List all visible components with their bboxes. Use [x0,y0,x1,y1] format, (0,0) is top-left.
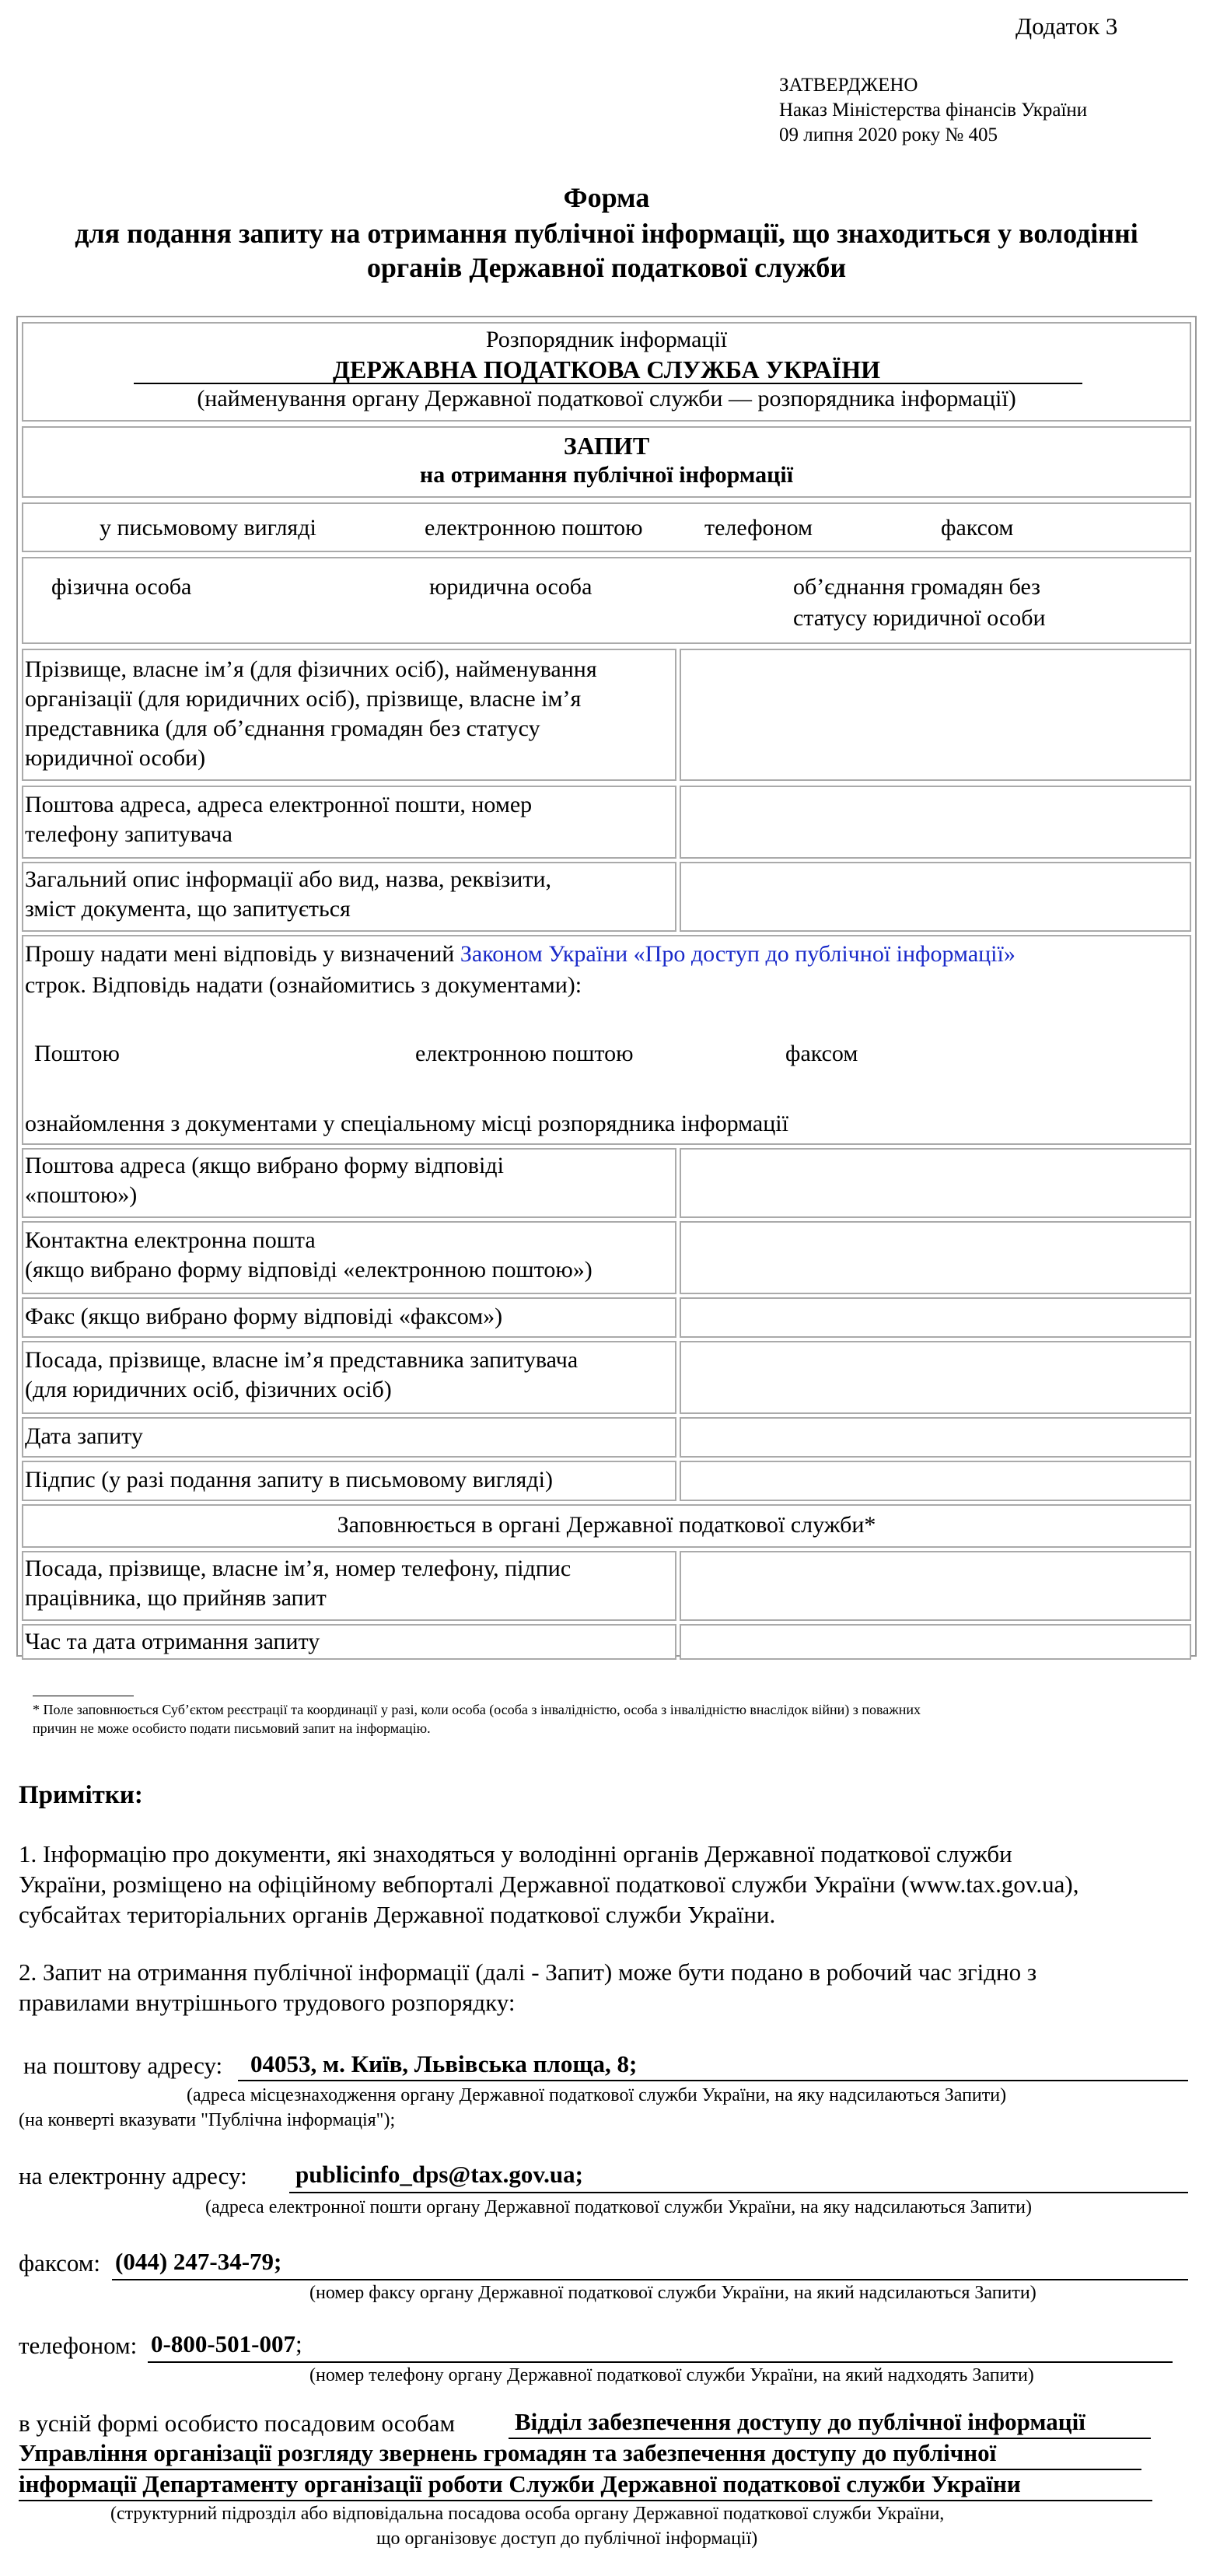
channel-fax[interactable]: факсом [941,515,1014,541]
receiver-field[interactable] [680,1551,1191,1621]
oral-caption-1: (структурний підрозділ або відповідальна посадова особа органу Державної податкової служби України, [110,2504,945,2524]
email-label: на електронну адресу: [19,2162,247,2189]
holder-name: ДЕРЖАВНА ПОДАТКОВА СЛУЖБА УКРАЇНИ [332,355,881,383]
approved-date: 09 липня 2020 року № 405 [779,124,998,145]
channel-email[interactable]: електронною поштою [425,515,643,541]
phone-label: телефоном: [19,2332,138,2359]
office-section-title: Заповнюється в органі Державної податкової служби* [337,1512,876,1538]
representative-field[interactable] [680,1341,1191,1414]
postal-address-field[interactable] [680,1148,1191,1218]
postal-caption: (адреса місцезнаходження органу Державної податкової служби України, на яку надсилаються Запити) [187,2085,1007,2105]
footnote: * Поле заповнюється Суб’єктом реєстрації та координації у разі, коли особа (особа з інвалідністю, особа з інвалідністю внаслідок війни) з поважних причин не може особисто подати письмовий запит на інформацію. [33,1702,921,1736]
form-title-line2: для подання запиту на отримання публічної інформації, що знаходиться у володінні [75,218,1138,249]
fax-field[interactable] [680,1297,1191,1338]
form-title: Форма [563,182,650,213]
requester-legal-entity[interactable]: юридична особа [429,574,593,600]
oral-unit-line1: Відділ забезпечення доступу до публічної інформації [515,2408,1085,2435]
phone-suffix: ; [295,2330,302,2357]
row-label: Підпис (у разі подання запиту в письмовому вигляді) [25,1467,553,1493]
requester-association-2: статусу юридичної особи [793,605,1046,631]
approval-stamp [779,73,1087,148]
request-subtitle: на отримання публічної інформації [419,462,794,488]
row-label: Прізвище, власне ім’я (для фізичних осіб), найменування організації (для юридичних осіб), прізвище, власне ім’я представника (для об’єднання громадян без статусу юридичної особи) [25,656,597,771]
postal-note: (на конверті вказувати "Публічна інформація"); [19,2110,396,2130]
signature-field[interactable] [680,1461,1191,1501]
phone-value: 0-800-501-007 [151,2330,295,2357]
row-label: Поштова адреса, адреса електронної пошти, номер телефону запитувача [25,792,533,847]
oral-unit-line3: інформації Департаменту організації роботи Служби Державної податкової служби України [19,2470,1021,2497]
postal-label: на поштову адресу: [23,2052,223,2079]
phone-value-wrap [151,2330,302,2358]
oral-label: в усній формі особисто посадовим особам [19,2410,456,2437]
row-label: Факс (якщо вибрано форму відповіді «факсом») [25,1304,503,1329]
row-label: Посада, прізвище, власне ім’я, номер телефону, підпис працівника, що прийняв запит [25,1556,572,1611]
answer-by-fax[interactable]: факсом [785,1041,858,1066]
note-1: 1. Інформацію про документи, які знаходяться у володінні органів Державної податкової служби України, розміщено на офіційному вебпорталі Державної податкової служби України (www.tax.gov.ua), субсайтах територіальних органів Державної податкової служби України. [19,1840,1079,1928]
row-label: Посада, прізвище, власне ім’я представника запитувача (для юридичних осіб, фізичних осіб) [25,1347,579,1402]
phone-underline [148,2361,1173,2363]
info-description-field[interactable] [680,862,1191,932]
appendix-label: Додаток 3 [1015,12,1118,40]
answer-in-place[interactable]: ознайомлення з документами у спеціальному місці розпорядника інформації [25,1111,788,1136]
requester-contact-field[interactable] [680,786,1191,859]
approved-label: ЗАТВЕРДЖЕНО [779,75,918,96]
request-title: ЗАПИТ [563,432,650,460]
requester-association[interactable]: об’єднання громадян без [793,574,1041,600]
fax-caption: (номер факсу органу Державної податкової служби України, на який надсилаються Запити) [309,2283,1036,2303]
row-label: Поштова адреса (якщо вибрано форму відповіді «поштою») [25,1153,504,1208]
fax-label: факсом: [19,2249,101,2277]
email-underline [289,2192,1188,2193]
form-title-line3: органів Державної податкової служби [366,252,847,283]
law-link[interactable]: Законом України «Про доступ до публічної інформації» [460,941,1015,967]
holder-label: Розпорядник інформації [485,327,728,352]
requester-name-field[interactable] [680,649,1191,781]
fax-underline [112,2279,1188,2280]
row-label: Дата запиту [25,1423,143,1449]
channel-written[interactable]: у письмовому вигляді [100,515,316,541]
request-date-field[interactable] [680,1417,1191,1458]
postal-address-value: 04053, м. Київ, Львівська площа, 8; [250,2050,638,2077]
approved-order: Наказ Міністерства фінансів України [779,100,1088,121]
notes-title: Примітки: [19,1781,143,1809]
email-value[interactable]: publicinfo_dps@tax.gov.ua; [295,2161,583,2188]
row-label: Загальний опис інформації або вид, назва, реквізити, зміст документа, що запитується [25,866,551,922]
answer-request-line2: строк. Відповідь надати (ознайомитись з документами): [25,972,582,998]
channel-phone[interactable]: телефоном [704,515,813,541]
oral-caption-2: що організовує доступ до публічної інформації) [376,2529,758,2549]
answer-by-mail[interactable]: Поштою [34,1041,120,1066]
email-caption: (адреса електронної пошти органу Державної податкової служби України, на яку надсилаються Запити) [205,2197,1032,2217]
contact-email-field[interactable] [680,1221,1191,1294]
requester-individual[interactable]: фізична особа [51,574,192,600]
row-label: Контактна електронна пошта (якщо вибрано форму відповіді «електронною поштою») [25,1227,593,1283]
fax-value: (044) 247-34-79; [115,2248,282,2275]
phone-caption: (номер телефону органу Державної податкової служби України, на який надходять Запити) [309,2365,1034,2385]
oral-underline-3 [19,2500,1152,2501]
postal-underline [238,2080,1188,2081]
holder-caption: (найменування органу Державної податкової служби — розпорядника інформації) [197,386,1016,411]
answer-request-text: Прошу надати мені відповідь у визначений Законом України «Про доступ до публічної інформації» [25,941,1015,967]
note-2: 2. Запит на отримання публічної інформації (далі - Запит) може бути подано в робочий час згідно з правилами внутрішнього трудового розпорядку: [19,1958,1037,2016]
answer-by-email[interactable]: електронною поштою [415,1041,634,1066]
oral-unit-line2: Управління організації розгляду звернень громадян та забезпечення доступу до публічної [19,2439,997,2466]
row-label: Час та дата отримання запиту [25,1629,320,1654]
received-time-field[interactable] [680,1624,1191,1660]
